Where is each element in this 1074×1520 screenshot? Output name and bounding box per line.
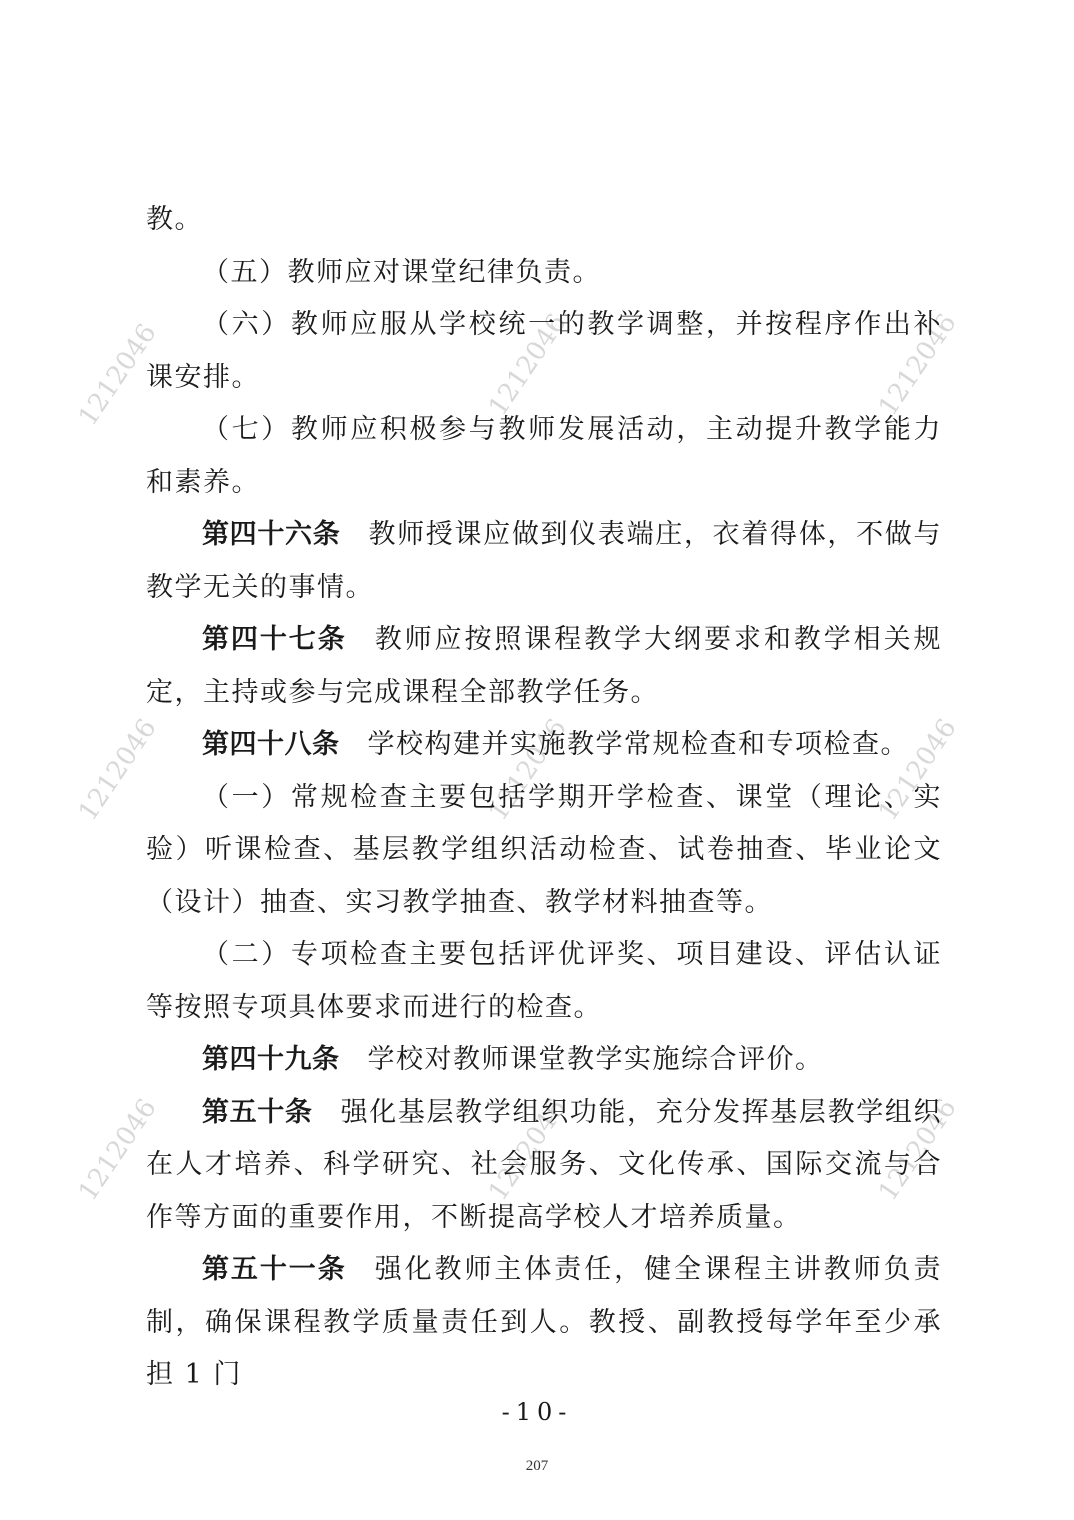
article-paragraph [146,509,942,614]
clause-paragraph [146,247,942,300]
watermark: 1212046 [873,308,963,422]
clause-paragraph [146,194,942,247]
watermark: 1212046 [483,713,573,827]
paragraph-text: 强化教师主体责任，健全课程主讲教师负责制，确保课程教学质量责任到人。教授、副教授每学年至少承担 1 门 [146,1254,943,1390]
clause-paragraph [146,404,942,509]
watermark: 1212046 [73,1093,163,1207]
watermark: 1212046 [873,1093,963,1207]
watermark: 1212046 [73,713,163,827]
scan-page-number: 207 [525,1458,549,1474]
article-heading: 第四十八条 [202,729,340,760]
article-paragraph [146,614,942,719]
paragraph-text: 学校构建并实施教学常规检查和专项检查。 [367,729,909,760]
article-heading: 第四十六条 [202,519,341,550]
paragraph-text: （二）专项检查主要包括评优评奖、项目建设、评估认证等按照专项具体要求而进行的检查。 [146,939,942,1023]
article-heading: 第五十一条 [202,1254,347,1285]
document-body [146,194,942,1402]
clause-paragraph [146,772,942,930]
paragraph-text: （六）教师应服从学校统一的教学调整，并按程序作出补课安排。 [146,309,942,393]
watermark: 1212046 [873,713,963,827]
clause-paragraph [146,299,942,404]
paragraph-text: 强化基层教学组织功能，充分发挥基层教学组织在人才培养、科学研究、社会服务、文化传承、国际交流与合作等方面的重要作用，不断提高学校人才培养质量。 [146,1096,943,1233]
article-paragraph [146,1034,942,1087]
article-heading: 第五十条 [202,1096,313,1128]
paragraph-text: （五）教师应对课堂纪律负责。 [202,256,601,288]
paragraph-text: 学校对教师课堂教学实施综合评价。 [367,1044,824,1075]
paragraph-text: 教师授课应做到仪表端庄，衣着得体，不做与教学无关的事情。 [146,519,942,603]
watermark: 1212046 [483,308,573,422]
paragraph-text: （一）常规检查主要包括学期开学检查、课堂（理论、实验）听课检查、基层教学组织活动检查、试卷抽查、毕业论文（设计）抽查、实习教学抽查、教学材料抽查等。 [146,781,942,918]
article-heading: 第四十九条 [202,1044,340,1075]
article-heading: 第四十七条 [202,624,347,655]
watermark: 1212046 [483,1093,573,1207]
paragraph-text: （七）教师应积极参与教师发展活动，主动提升教学能力和素养。 [146,414,942,498]
watermark: 1212046 [73,318,163,432]
paragraph-text: 教师应按照课程教学大纲要求和教学相关规定，主持或参与完成课程全部教学任务。 [146,624,943,708]
paragraph-text: 教。 [146,204,203,235]
article-paragraph [146,719,942,772]
article-paragraph [146,1087,942,1245]
article-paragraph [146,1244,942,1402]
page-number: -10- [501,1398,573,1426]
clause-paragraph [146,929,942,1034]
